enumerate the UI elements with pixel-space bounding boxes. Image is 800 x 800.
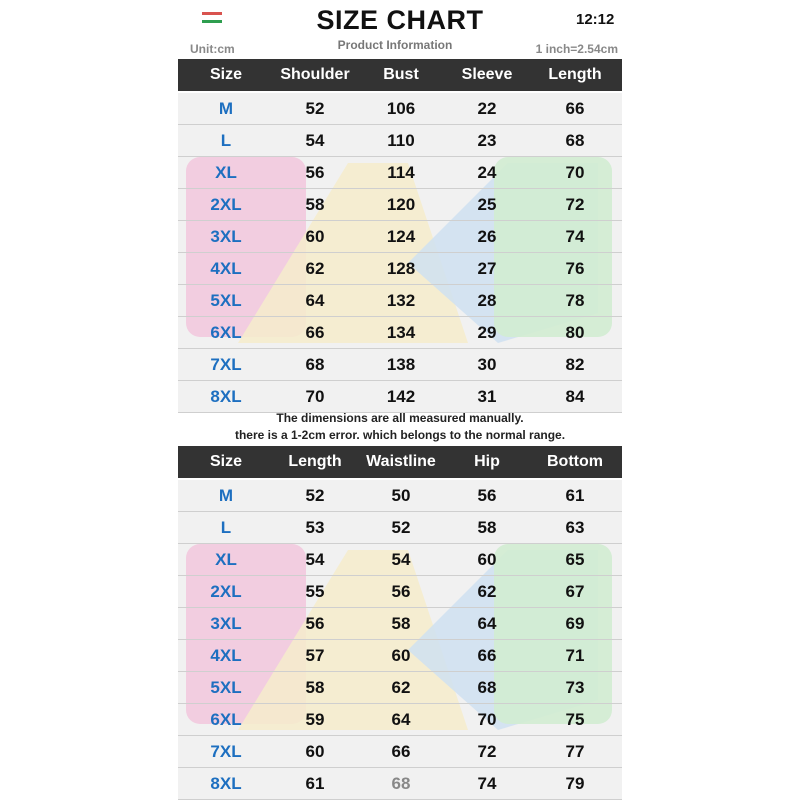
measurement-cell: 66: [391, 741, 411, 761]
size-cell: 8XL: [210, 773, 242, 793]
size-cell: 7XL: [210, 354, 242, 374]
measurement-cell: 68: [477, 677, 497, 697]
measurement-cell: 62: [391, 677, 411, 697]
measurement-cell: 74: [477, 773, 497, 793]
measurement-cell: 56: [305, 162, 325, 182]
measurement-cell: 66: [565, 98, 585, 118]
measurement-cell: 52: [305, 485, 325, 505]
measurement-cell: 79: [565, 773, 585, 793]
measurement-cell: 58: [305, 194, 325, 214]
top-size-table: [178, 59, 622, 413]
measurement-cell: 66: [305, 322, 325, 342]
column-header: Sleeve: [461, 66, 513, 83]
column-header: Size: [209, 453, 242, 470]
measurement-cell: 70: [565, 162, 585, 182]
size-cell: 6XL: [210, 322, 242, 342]
column-header: Length: [548, 66, 602, 83]
size-cell: L: [220, 517, 232, 537]
size-cell: 5XL: [210, 290, 242, 310]
column-header: Bust: [383, 66, 419, 83]
measurement-cell: 134: [386, 322, 416, 342]
column-header: Shoulder: [280, 66, 350, 83]
measurement-cell: 60: [477, 549, 497, 569]
measurement-cell: 76: [565, 258, 585, 278]
measurement-cell: 63: [565, 517, 585, 537]
measurement-cell: 62: [305, 258, 325, 278]
measurement-cell: 67: [565, 581, 585, 601]
measurement-cell: 124: [386, 226, 416, 246]
size-cell: 5XL: [210, 677, 242, 697]
measurement-cell: 77: [565, 741, 585, 761]
measurement-cell: 56: [305, 613, 325, 633]
table-row: [178, 640, 622, 672]
column-header: Size: [209, 66, 242, 83]
table-row: [178, 285, 622, 317]
measurement-cell: 72: [477, 741, 497, 761]
conversion-label: 1 inch=2.54cm: [535, 42, 618, 56]
measurement-cell: 138: [386, 354, 416, 374]
measurement-cell: 54: [305, 130, 325, 150]
measurement-cell: 50: [391, 485, 411, 505]
measurement-cell: 54: [391, 549, 411, 569]
column-header: Bottom: [547, 453, 603, 470]
measurement-cell: 78: [565, 290, 585, 310]
table-row: [178, 480, 622, 512]
measurement-cell: 55: [305, 581, 325, 601]
size-cell: XL: [215, 162, 237, 182]
size-cell: 4XL: [210, 258, 242, 278]
table-row: [178, 349, 622, 381]
measurement-cell: 23: [477, 130, 497, 150]
measurement-cell: 52: [305, 98, 325, 118]
measurement-cell: 84: [565, 386, 585, 406]
measurement-cell: 120: [386, 194, 416, 214]
column-header: Hip: [474, 453, 500, 470]
table-body: [178, 93, 622, 413]
measurement-cell: 25: [477, 194, 497, 214]
measurement-cell: 73: [565, 677, 585, 697]
table-row: [178, 157, 622, 189]
measurement-cell: 57: [305, 645, 325, 665]
measurement-cell: 132: [386, 290, 416, 310]
size-cell: XL: [215, 549, 237, 569]
size-cell: M: [218, 485, 234, 505]
table-row: [178, 704, 622, 736]
size-cell: 2XL: [210, 194, 242, 214]
column-header: Waistline: [366, 453, 436, 470]
size-cell: 2XL: [210, 581, 242, 601]
table-row: [178, 768, 622, 800]
size-cell: L: [220, 130, 232, 150]
measurement-cell: 56: [391, 581, 411, 601]
size-cell: 4XL: [210, 645, 242, 665]
measurement-cell: 106: [386, 98, 416, 118]
measurement-cell: 58: [305, 677, 325, 697]
measurement-cell: 58: [391, 613, 411, 633]
measurement-cell: 60: [391, 645, 411, 665]
measurement-cell: 70: [477, 709, 497, 729]
table-row: [178, 125, 622, 157]
measurement-cell: 56: [477, 485, 497, 505]
measurement-cell: 71: [565, 645, 585, 665]
note-line-1: The dimensions are all measured manually.: [276, 411, 524, 425]
measurement-cell: 62: [477, 581, 497, 601]
size-cell: 7XL: [210, 741, 242, 761]
column-header: Length: [288, 453, 342, 470]
measurement-cell: 27: [477, 258, 497, 278]
measurement-cell: 64: [305, 290, 325, 310]
measurement-note: [0, 410, 800, 444]
measurement-cell: 52: [391, 517, 411, 537]
measurement-cell: 128: [386, 258, 416, 278]
measurement-cell: 64: [477, 613, 497, 633]
measurement-cell: 61: [565, 485, 585, 505]
measurement-cell: 65: [565, 549, 585, 569]
measurement-cell: 66: [477, 645, 497, 665]
measurement-cell: 28: [477, 290, 497, 310]
table-row: [178, 221, 622, 253]
measurement-cell: 30: [477, 354, 497, 374]
note-line-2: there is a 1-2cm error. which belongs to the normal range.: [234, 428, 566, 442]
table-row: [178, 736, 622, 768]
table-body: [178, 480, 622, 800]
size-cell: 6XL: [210, 709, 242, 729]
measurement-cell: 22: [477, 98, 497, 118]
size-cell: M: [218, 98, 234, 118]
page-title: SIZE CHART: [316, 5, 484, 35]
table-row: [178, 512, 622, 544]
size-cell: 8XL: [210, 386, 242, 406]
measurement-cell: 74: [565, 226, 585, 246]
table-row: [178, 544, 622, 576]
measurement-cell: 114: [387, 162, 415, 182]
measurement-cell: 142: [386, 386, 416, 406]
table-header: [178, 59, 622, 91]
measurement-cell: 70: [305, 386, 325, 406]
measurement-cell: 59: [305, 709, 325, 729]
measurement-cell: 29: [477, 322, 497, 342]
measurement-cell: 64: [391, 709, 411, 729]
measurement-cell: 75: [565, 709, 585, 729]
measurement-cell: 69: [565, 613, 585, 633]
measurement-cell: 68: [305, 354, 325, 374]
table-row: [178, 576, 622, 608]
measurement-cell: 58: [477, 517, 497, 537]
table-row: [178, 253, 622, 285]
clock-time: 12:12: [576, 11, 615, 28]
bottom-size-table: [178, 446, 622, 800]
measurement-cell: 24: [477, 162, 497, 182]
measurement-cell: 26: [477, 226, 497, 246]
measurement-cell: 80: [565, 322, 585, 342]
measurement-cell: 60: [305, 741, 325, 761]
unit-label: Unit:cm: [190, 42, 235, 56]
measurement-cell: 31: [477, 386, 497, 406]
measurement-cell: 68: [565, 130, 585, 150]
table-row: [178, 672, 622, 704]
size-cell: 3XL: [210, 226, 242, 246]
measurement-cell: 72: [565, 194, 585, 214]
table-row: [178, 317, 622, 349]
page-subtitle: Product Information: [337, 38, 453, 52]
measurement-cell: 54: [305, 549, 325, 569]
table-row: [178, 608, 622, 640]
size-cell: 3XL: [210, 613, 242, 633]
table-row: [178, 93, 622, 125]
measurement-cell: 68: [391, 773, 411, 793]
table-row: [178, 381, 622, 413]
table-row: [178, 189, 622, 221]
measurement-cell: 61: [305, 773, 325, 793]
table-header: [178, 446, 622, 478]
measurement-cell: 60: [305, 226, 325, 246]
measurement-cell: 82: [565, 354, 585, 374]
measurement-cell: 110: [387, 130, 415, 150]
measurement-cell: 53: [305, 517, 325, 537]
